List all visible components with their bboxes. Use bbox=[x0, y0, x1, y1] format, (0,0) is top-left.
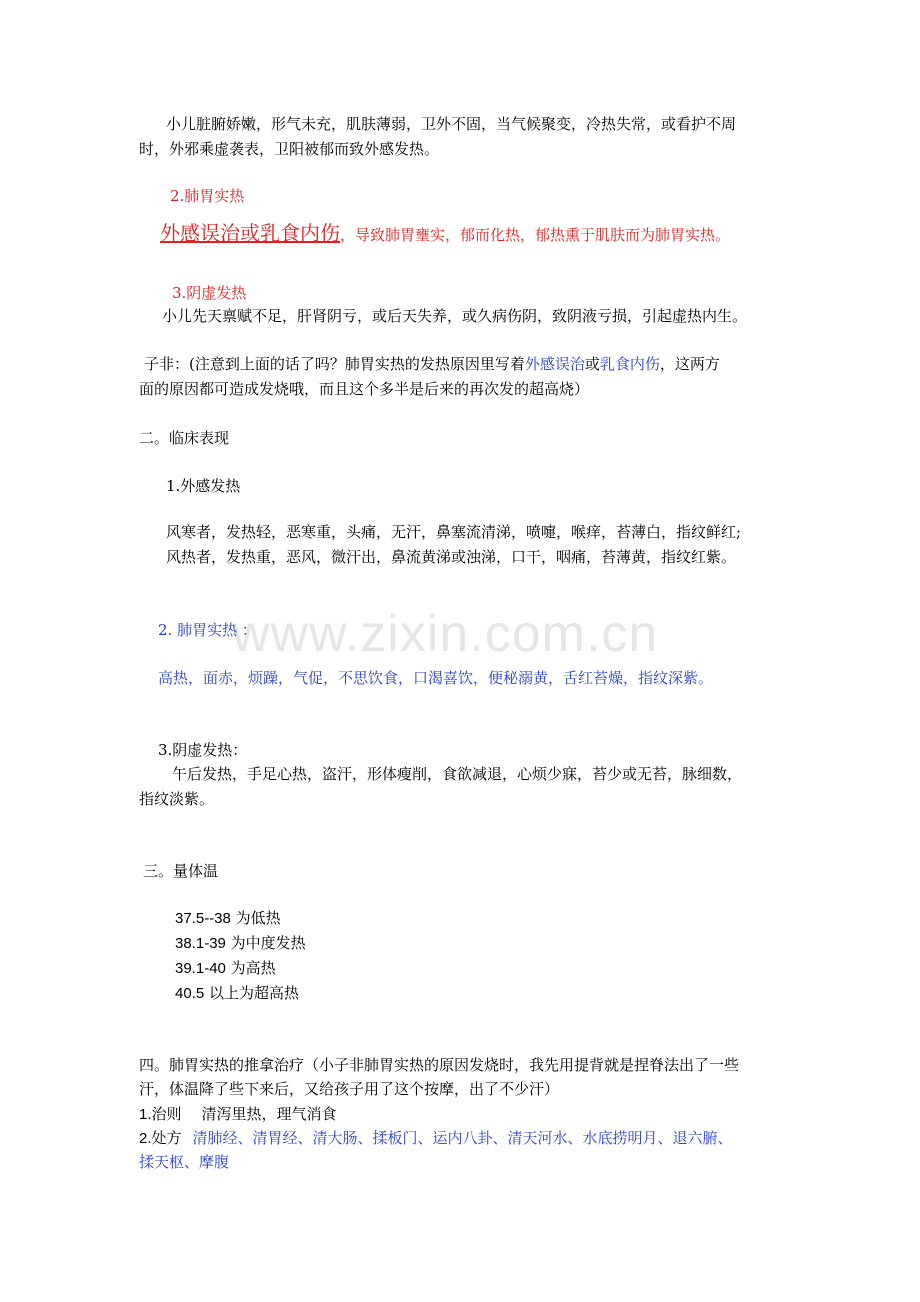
temp-range: 38.1-39 bbox=[175, 935, 226, 952]
prescription-number: 2. bbox=[139, 1130, 152, 1147]
note-text-e: ，这两方 bbox=[659, 355, 720, 373]
cause-external-text-1: 小儿脏腑娇嫩，形气未充，肌肤薄弱，卫外不固，当气候聚变，冷热失常，或看护不周 bbox=[166, 115, 737, 133]
temp-item bbox=[175, 932, 306, 955]
external-fever-wind-cold: 风寒者，发热轻，恶寒重，头痛，无汗，鼻塞流清涕，喷嚏，喉痒，苔薄白，指纹鲜红; bbox=[166, 523, 742, 541]
heading-external-fever: 1.外感发热 bbox=[166, 477, 241, 495]
watermark: www.zixin.com.cn bbox=[232, 605, 659, 663]
temp-label: 以上为超高热 bbox=[204, 984, 299, 1002]
prescription-label: 处方 bbox=[151, 1129, 182, 1147]
temp-label: 为低热 bbox=[230, 909, 281, 927]
heading-lung-stomach-heat: 2.肺胃实热 bbox=[170, 187, 245, 205]
section-massage-title-1: 四。肺胃实热的推拿治疗（小子非肺胃实热的原因发烧时，我先用提背就是捏脊法出了一些 bbox=[139, 1056, 740, 1074]
temp-label: 为高热 bbox=[225, 959, 276, 977]
prescription-line-2: 揉天枢、摩腹 bbox=[139, 1153, 230, 1171]
heading-lung-stomach-symptoms: 2. 肺胃实热 ： bbox=[158, 621, 257, 639]
temp-range: 40.5 bbox=[175, 985, 205, 1002]
heading-yin-symptoms: 3.阴虚发热： bbox=[158, 741, 248, 759]
principle-number: 1. bbox=[139, 1106, 152, 1123]
cause-lung-stomach-rest: ，导致肺胃壅实，郁而化热，郁热熏于肌肤而为肺胃实热。 bbox=[340, 226, 731, 244]
principle-label: 治则 bbox=[151, 1105, 182, 1123]
heading-yin-deficiency: 3.阴虚发热 bbox=[172, 284, 247, 302]
note-text-a: 子非：(注意到上面的话了吗？肺胃实热的发热原因里写着 bbox=[144, 355, 525, 373]
note-highlight-1: 外感误治 bbox=[524, 355, 585, 373]
principle-text: 清泻里热，理气消食 bbox=[201, 1105, 337, 1123]
yin-symptoms-text-1: 午后发热，手足心热，盗汗，形体瘦削，食欲减退，心烦少寐，苔少或无苔，脉细数， bbox=[172, 765, 743, 783]
temp-range: 37.5--38 bbox=[175, 910, 231, 927]
prescription-text-1: 清肺经、清胃经、清大肠、揉板门、运内八卦、清天河水、水底捞明月、退六腑、 bbox=[192, 1129, 733, 1147]
temp-item bbox=[175, 907, 281, 930]
temp-range: 39.1-40 bbox=[175, 960, 226, 977]
note-line-2: 面的原因都可造成发烧哦，而且这个多半是后来的再次发的超高烧） bbox=[139, 380, 590, 398]
note-text-c: 或 bbox=[584, 355, 600, 373]
cause-yin-deficiency-text: 小儿先天禀赋不足，肝肾阴亏，或后天失养，或久病伤阴，致阴液亏损，引起虚热内生。 bbox=[162, 307, 748, 325]
cause-external-text-2: 时，外邪乘虚袭表，卫阳被郁而致外感发热。 bbox=[139, 140, 440, 158]
cause-lung-stomach-emphasis: 外感误治或乳食内伤 bbox=[160, 221, 340, 245]
lung-stomach-symptoms-text: 高热，面赤，烦躁，气促，不思饮食，口渴喜饮，便秘溺黄，舌红苔燥，指纹深紫。 bbox=[158, 669, 714, 687]
yin-symptoms-text-2: 指纹淡紫。 bbox=[139, 790, 215, 808]
section-clinical-title: 二。临床表现 bbox=[139, 429, 230, 447]
note-highlight-2: 乳食内伤 bbox=[599, 355, 660, 373]
treatment-principle bbox=[139, 1103, 337, 1126]
note-line-1 bbox=[144, 353, 720, 375]
external-fever-wind-heat: 风热者，发热重，恶风，微汗出，鼻流黄涕或浊涕，口干，咽痛，苔薄黄，指纹红紫。 bbox=[166, 548, 737, 566]
section-massage-title-2: 汗，体温降了些下来后，又给孩子用了这个按摩，出了不少汗） bbox=[139, 1080, 560, 1098]
prescription-line-1 bbox=[139, 1127, 733, 1150]
section-temperature-title: 三。量体温 bbox=[143, 862, 219, 880]
cause-lung-stomach-text bbox=[160, 220, 730, 248]
temp-item bbox=[175, 982, 299, 1005]
temp-label: 为中度发热 bbox=[225, 934, 306, 952]
temp-item bbox=[175, 957, 276, 980]
